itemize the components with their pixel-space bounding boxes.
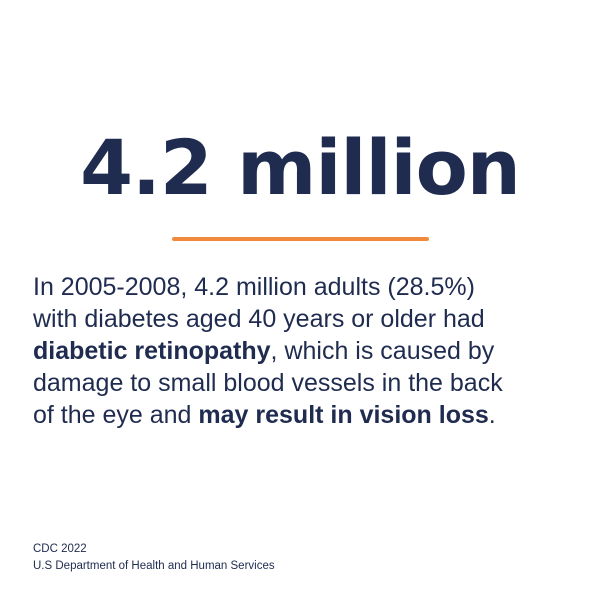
body-line-5-start: of the eye and [33,401,199,429]
footer-source: CDC 2022 [33,543,87,555]
footer-organization: U.S Department of Health and Human Services [33,560,275,572]
accent-divider [172,237,429,241]
bold-term-diabetic-retinopathy: diabetic retinopathy [33,337,271,365]
body-paragraph [33,271,573,431]
body-line-5-end: . [488,401,496,429]
headline-statistic: 4.2 million [80,123,520,212]
body-line-2: with diabetes aged 40 years or older had [33,305,485,333]
body-line-4: damage to small blood vessels in the back [33,369,503,397]
body-line-1: In 2005-2008, 4.2 million adults (28.5%) [33,273,475,301]
body-line-5 [33,399,573,431]
body-line-3 [33,335,573,367]
body-line-3-rest: , which is caused by [270,337,495,365]
footer-credits [33,541,275,575]
bold-term-vision-loss: may result in vision loss [198,401,489,429]
